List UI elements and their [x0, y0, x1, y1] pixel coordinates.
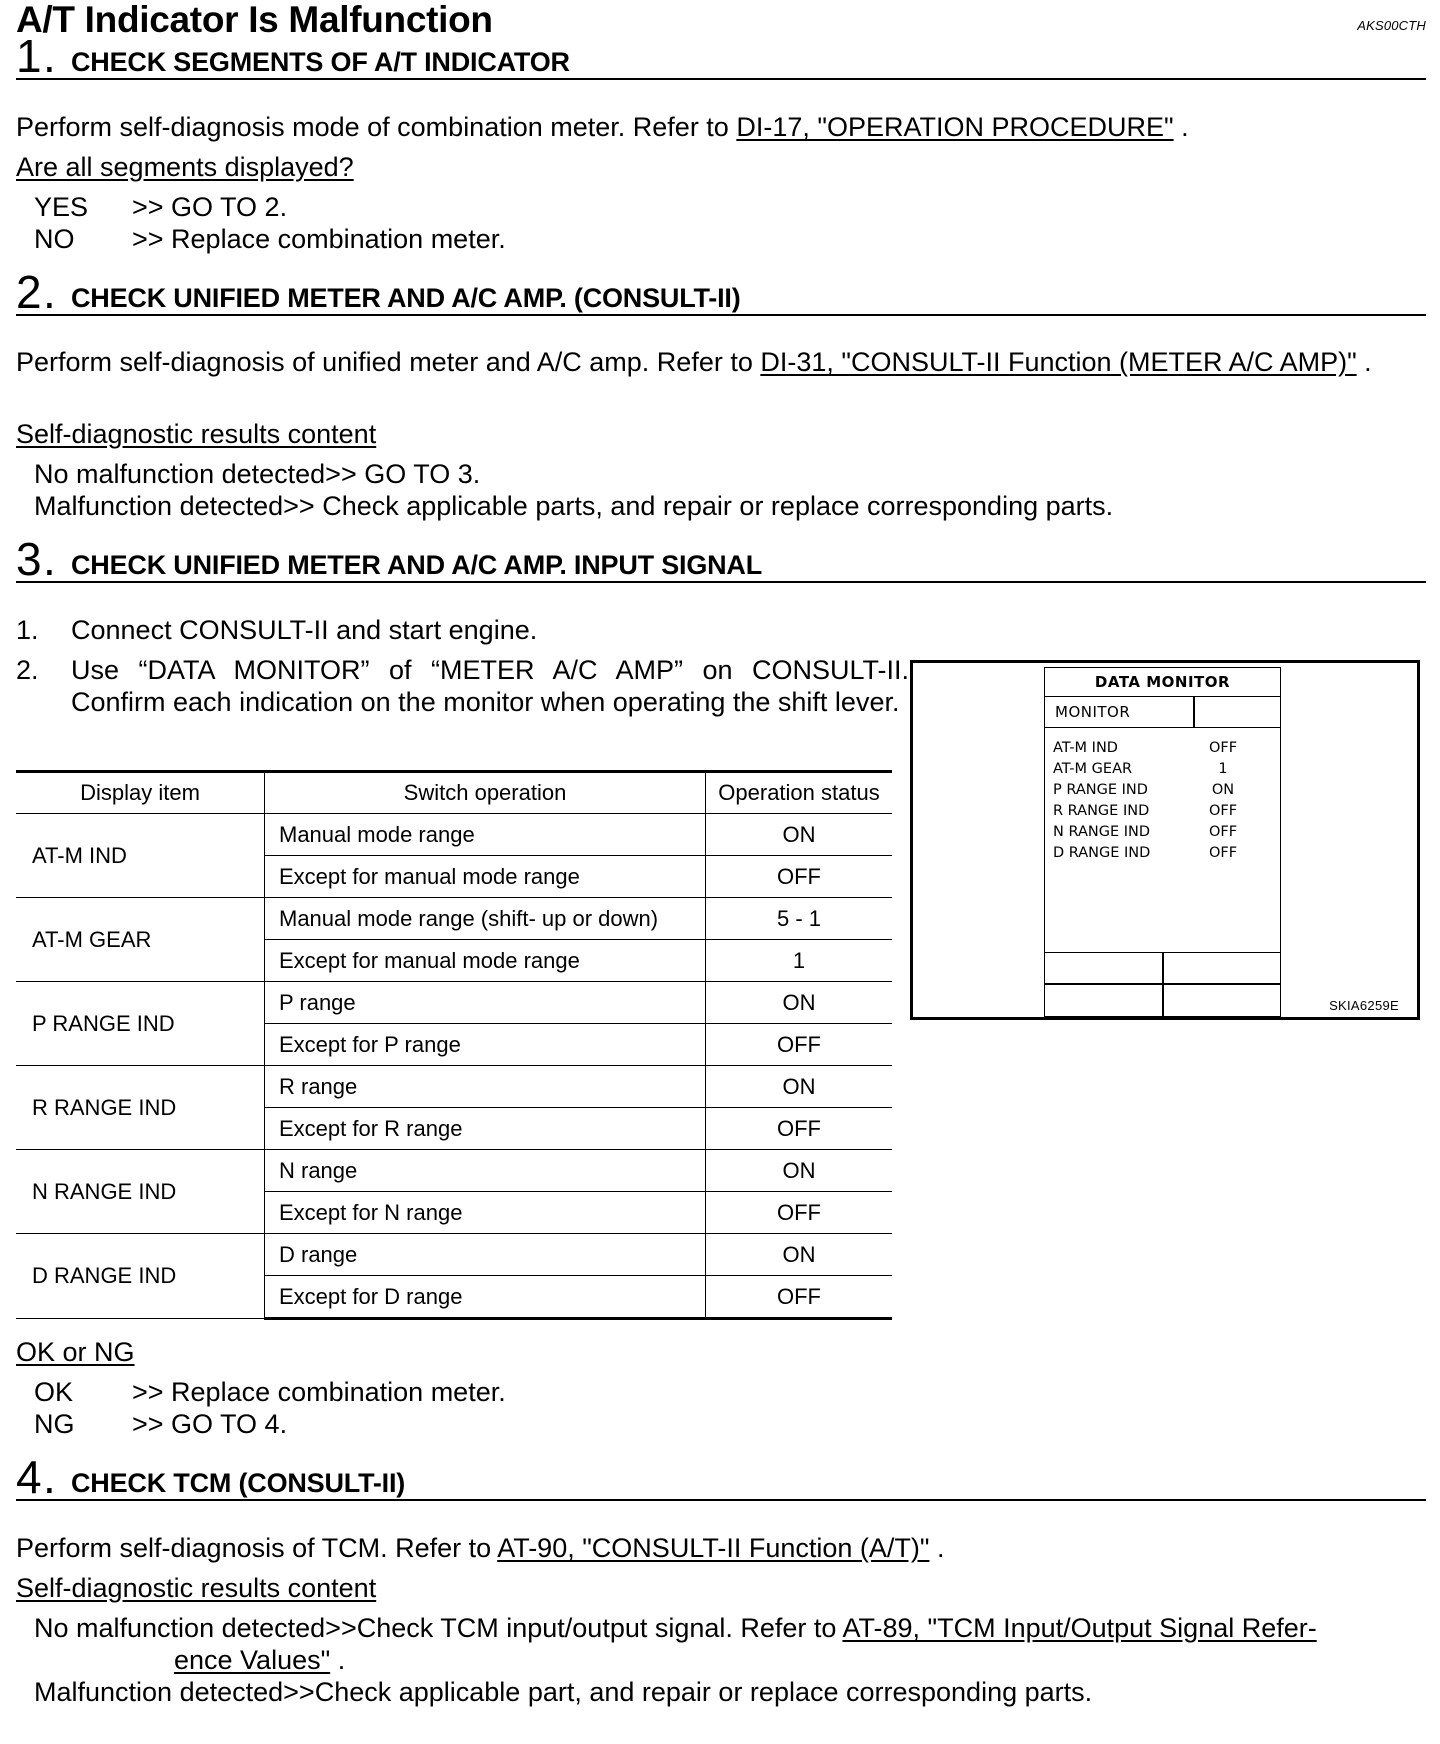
- step-3-dot: .: [43, 533, 56, 585]
- screen-row: [1053, 759, 1273, 780]
- display-item-cell: AT-M IND: [16, 814, 265, 898]
- table-row: [16, 982, 892, 1024]
- step-4-title: CHECK TCM (CONSULT-II): [71, 1468, 406, 1498]
- step-1-answer-no-key: NO: [34, 224, 75, 254]
- switch-operation-cell: Except for D range: [265, 1276, 706, 1319]
- display-item-cell: R RANGE IND: [16, 1066, 265, 1150]
- screen-row-name: R RANGE IND: [1053, 803, 1150, 819]
- screen-row-value: OFF: [1208, 803, 1238, 819]
- figure-code: SKIA6259E: [1329, 998, 1399, 1013]
- display-item-cell: AT-M GEAR: [16, 898, 265, 982]
- table-row: [16, 1066, 892, 1108]
- step-4-answer-ok-continued: ence Values" .: [174, 1645, 346, 1675]
- step-4-answer-ok: No malfunction detected>>Check TCM input/output signal. Refer to AT-89, "TCM Input/Output Signal Refer-: [34, 1613, 1317, 1643]
- screen-row: [1053, 822, 1273, 843]
- screen-row-name: N RANGE IND: [1053, 824, 1151, 840]
- switch-operation-cell: Manual mode range: [265, 814, 706, 856]
- step-1-reference-link[interactable]: DI-17, "OPERATION PROCEDURE": [736, 112, 1174, 142]
- table-row: [16, 814, 892, 856]
- step-4-reference-link[interactable]: AT-90, "CONSULT-II Function (A/T)": [497, 1533, 930, 1563]
- screen-footer-buttons: [1045, 952, 1280, 1016]
- screen-row-value: 1: [1218, 761, 1228, 777]
- operation-status-cell: 1: [706, 940, 893, 982]
- step-3-answer-ng-value: >> GO TO 4.: [132, 1409, 288, 1439]
- step-2-answer-malfunction: Malfunction detected>> Check applicable parts, and repair or replace corresponding parts.: [34, 491, 1114, 521]
- switch-operation-cell: Except for R range: [265, 1108, 706, 1150]
- step-2-reference-link[interactable]: DI-31, "CONSULT-II Function (METER A/C AMP)": [760, 347, 1357, 377]
- step-3-question: OK or NG: [16, 1337, 135, 1367]
- operation-status-cell: ON: [706, 1150, 893, 1192]
- step-3-list-num-2: 2.: [16, 655, 39, 685]
- display-item-cell: N RANGE IND: [16, 1150, 265, 1234]
- step-1-number: 1: [16, 30, 42, 82]
- consult-screen: [1044, 667, 1281, 1017]
- switch-operation-cell: Except for manual mode range: [265, 856, 706, 898]
- screen-row: [1053, 780, 1273, 801]
- switch-operation-cell: Manual mode range (shift- up or down): [265, 898, 706, 940]
- screen-row: [1053, 738, 1273, 759]
- screen-row-name: D RANGE IND: [1053, 845, 1151, 861]
- screen-tab-monitor: MONITOR: [1055, 703, 1131, 721]
- screen-title: DATA MONITOR: [1045, 668, 1280, 697]
- screen-row: [1053, 843, 1273, 864]
- table-row: [16, 1150, 892, 1192]
- screen-tab-divider: [1193, 697, 1195, 727]
- table-row: [16, 1234, 892, 1276]
- page-title: A/T Indicator Is Malfunction: [16, 0, 493, 40]
- screen-row-value: OFF: [1208, 845, 1238, 861]
- step-3-list-num-1: 1.: [16, 615, 39, 645]
- step-4-number: 4: [16, 1451, 42, 1503]
- step-2-number: 2: [16, 266, 42, 318]
- screen-row-name: AT-M IND: [1053, 740, 1118, 756]
- column-header-switch-operation: Switch operation: [265, 772, 706, 814]
- step-4-header: [16, 1451, 1426, 1503]
- switch-operation-cell: R range: [265, 1066, 706, 1108]
- operation-status-cell: ON: [706, 1066, 893, 1108]
- display-item-cell: P RANGE IND: [16, 982, 265, 1066]
- operation-status-cell: ON: [706, 1234, 893, 1276]
- step-3-list-text-1: Connect CONSULT-II and start engine.: [71, 615, 538, 645]
- operation-status-cell: ON: [706, 814, 893, 856]
- switch-operation-cell: N range: [265, 1150, 706, 1192]
- screen-footer-divider: [1162, 953, 1164, 1017]
- operation-status-cell: 5 - 1: [706, 898, 893, 940]
- screen-row-name: AT-M GEAR: [1053, 761, 1133, 777]
- step-2-question: Self-diagnostic results content: [16, 419, 377, 449]
- switch-operation-cell: Except for manual mode range: [265, 940, 706, 982]
- display-item-cell: D RANGE IND: [16, 1234, 265, 1319]
- step-2-answer-ok: No malfunction detected>> GO TO 3.: [34, 459, 481, 489]
- step-3-answer-ok-value: >> Replace combination meter.: [132, 1377, 506, 1407]
- switch-operation-cell: P range: [265, 982, 706, 1024]
- switch-operation-cell: Except for P range: [265, 1024, 706, 1066]
- data-monitor-table: [16, 770, 892, 1320]
- step-4-answer-reference-link-continued[interactable]: ence Values": [174, 1645, 331, 1675]
- screen-tab-bar: [1045, 697, 1280, 728]
- screen-row: [1053, 801, 1273, 822]
- screen-row-value: OFF: [1208, 824, 1238, 840]
- step-2-title: CHECK UNIFIED METER AND A/C AMP. (CONSULT-II): [71, 283, 741, 313]
- step-4-instruction: Perform self-diagnosis of TCM. Refer to AT-90, "CONSULT-II Function (A/T)" .: [16, 1533, 945, 1563]
- screen-row-value: OFF: [1208, 740, 1238, 756]
- operation-status-cell: OFF: [706, 1192, 893, 1234]
- operation-status-cell: OFF: [706, 856, 893, 898]
- step-3-header: [16, 533, 1426, 585]
- step-3-title: CHECK UNIFIED METER AND A/C AMP. INPUT SIGNAL: [71, 550, 763, 580]
- step-1-answer-no-value: >> Replace combination meter.: [132, 224, 506, 254]
- step-4-answer-reference-link[interactable]: AT-89, "TCM Input/Output Signal Refer-: [842, 1613, 1317, 1643]
- column-header-display-item: Display item: [16, 772, 265, 814]
- step-1-question: Are all segments displayed?: [16, 152, 354, 182]
- table-header-row: [16, 772, 892, 814]
- screen-row-value: ON: [1211, 782, 1235, 798]
- step-3-answer-ok-key: OK: [34, 1377, 74, 1407]
- step-1-title: CHECK SEGMENTS OF A/T INDICATOR: [71, 47, 570, 77]
- step-4-dot: .: [43, 1451, 56, 1503]
- screen-row-name: P RANGE IND: [1053, 782, 1148, 798]
- column-header-operation-status: Operation status: [706, 772, 893, 814]
- step-3-list-text-2: Use “DATA MONITOR” of “METER A/C AMP” on CONSULT-II. Confirm each indication on the monitor when operating the shift lever.: [71, 655, 909, 717]
- step-2-dot: .: [43, 266, 56, 318]
- switch-operation-cell: D range: [265, 1234, 706, 1276]
- step-4-question: Self-diagnostic results content: [16, 1573, 377, 1603]
- step-2-instruction: Perform self-diagnosis of unified meter and A/C amp. Refer to DI-31, "CONSULT-II Function (METER A/C AMP)" .: [16, 347, 1372, 377]
- document-code: AKS00CTH: [1357, 18, 1426, 33]
- operation-status-cell: OFF: [706, 1108, 893, 1150]
- step-2-header: [16, 266, 1426, 318]
- step-1-dot: .: [43, 30, 56, 82]
- operation-status-cell: OFF: [706, 1276, 893, 1319]
- step-3-number: 3: [16, 533, 42, 585]
- step-4-answer-malfunction: Malfunction detected>>Check applicable part, and repair or replace corresponding parts.: [34, 1677, 1093, 1707]
- step-1-answer-yes-value: >> GO TO 2.: [132, 192, 288, 222]
- data-monitor-figure: [910, 660, 1420, 1020]
- step-1-answer-yes-key: YES: [34, 192, 89, 222]
- step-1-header: [16, 30, 1426, 82]
- operation-status-cell: ON: [706, 982, 893, 1024]
- switch-operation-cell: Except for N range: [265, 1192, 706, 1234]
- screen-monitor-list: [1053, 738, 1273, 864]
- table-row: [16, 898, 892, 940]
- operation-status-cell: OFF: [706, 1024, 893, 1066]
- step-3-answer-ng-key: NG: [34, 1409, 75, 1439]
- step-1-instruction: Perform self-diagnosis mode of combination meter. Refer to DI-17, "OPERATION PROCEDURE" .: [16, 112, 1189, 142]
